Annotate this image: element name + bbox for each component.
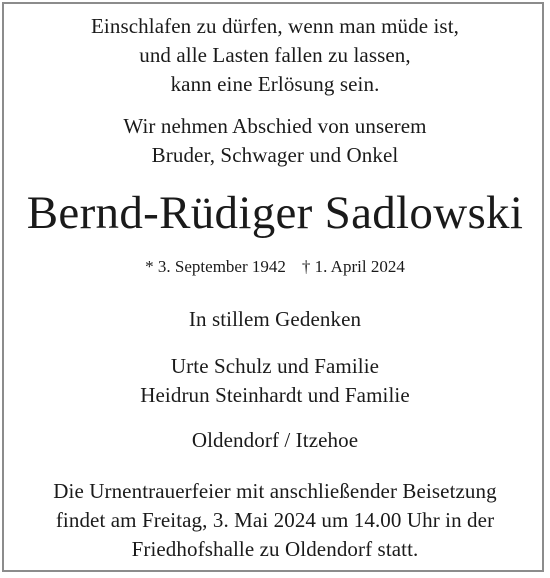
places-line: Oldendorf / Itzehoe [191,428,359,452]
life-dates [0,257,550,277]
ceremony-line-1: Die Urnentrauerfeier mit anschließender Beisetzung [53,479,497,503]
remembrance-line: In stillem Gedenken [188,307,362,331]
farewell-line-2: Bruder, Schwager und Onkel [151,143,399,167]
mourner-line-1: Urte Schulz und Familie [170,354,380,378]
birth-date: * 3. September 1942 [145,257,286,276]
ceremony-line-2: findet am Freitag, 3. Mai 2024 um 14.00 Uhr in der [55,508,495,532]
mourner-line-2: Heidrun Steinhardt und Familie [140,383,410,407]
deceased-name: Bernd-Rüdiger Sadlowski [26,187,524,239]
poem-line-1: Einschlafen zu dürfen, wenn man müde ist, [91,14,459,38]
ceremony-line-3: Friedhofshalle zu Oldendorf statt. [131,537,419,561]
death-date: † 1. April 2024 [301,257,405,276]
poem-line-3: kann eine Erlösung sein. [170,72,380,96]
farewell-line-1: Wir nehmen Abschied von unserem [123,114,427,138]
poem-line-2: und alle Lasten fallen zu lassen, [139,43,411,67]
